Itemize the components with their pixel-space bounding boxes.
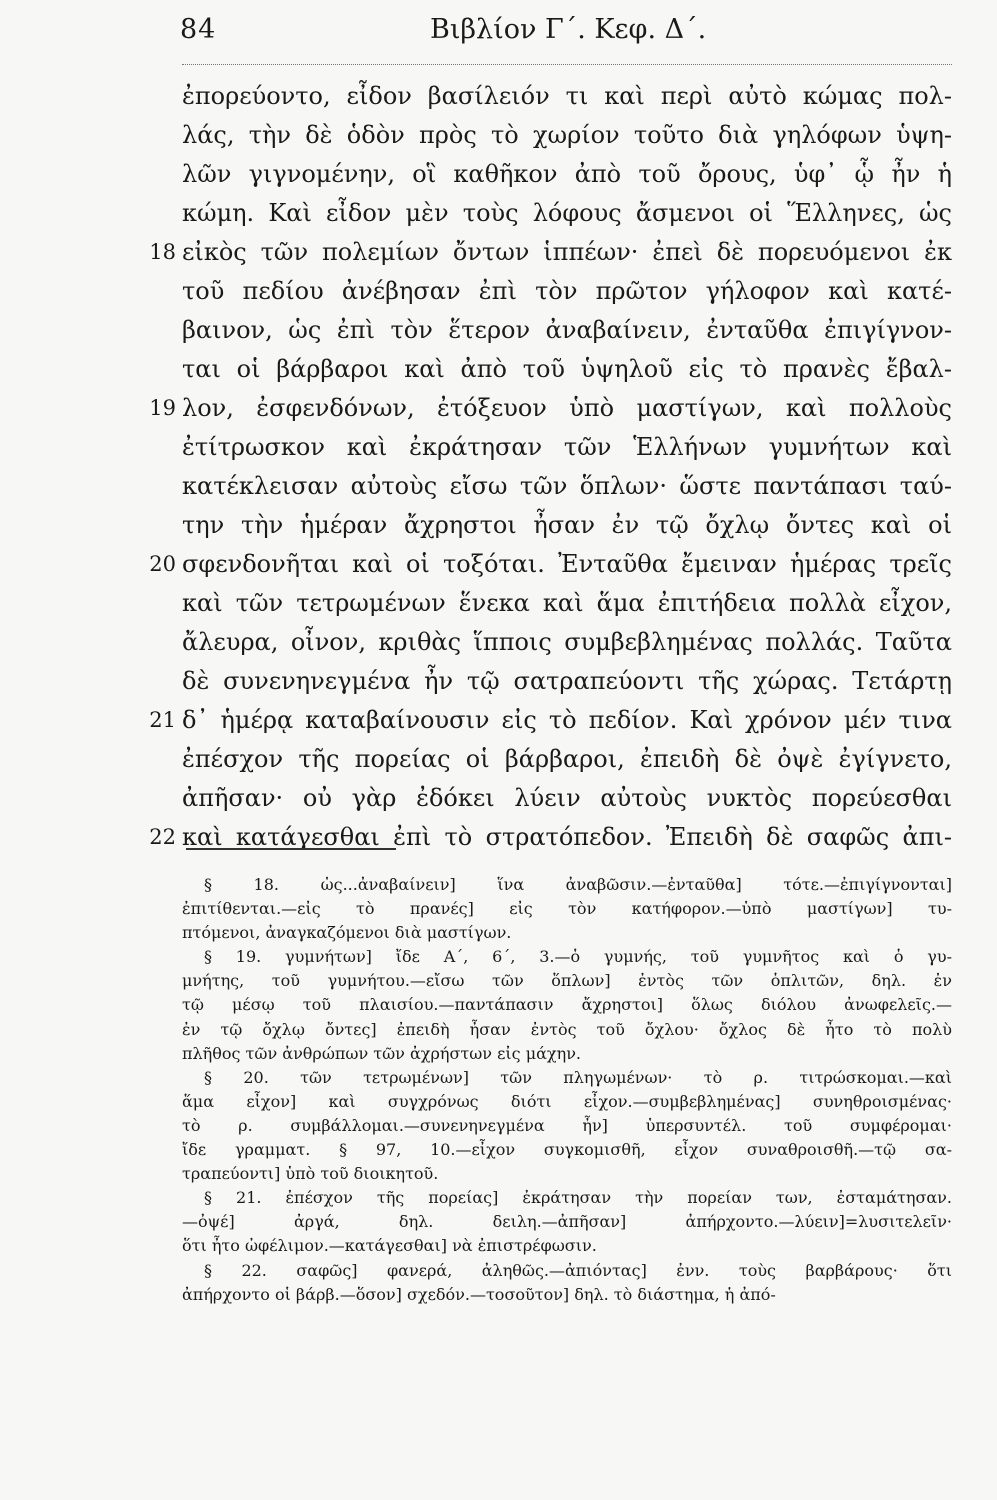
text-line: [182, 350, 952, 389]
text-line: [182, 77, 952, 116]
text-line: [182, 662, 952, 701]
running-title: Βιβλίον Γ΄. Κεφ. Δ΄.: [430, 14, 707, 45]
note-line: πτόμενοι, ἀναγκαζόμενοι διὰ μαστίγων.: [182, 923, 512, 943]
text-line: [149, 389, 952, 428]
note-line: ὅτι ἦτο ὠφέλιμον.—κατάγεσθαι] νὰ ἐπιστρέφωσιν.: [182, 1236, 597, 1256]
note-line: τὸ ρ. συμβάλλομαι.—συνενηνεγμένα ἦν] ὑπερσυντέλ. τοῦ συμφέρομαι·: [182, 1115, 952, 1135]
note-line: τῷ μέσῳ τοῦ πλαισίου.—παντάπασιν ἄχρηστοι] ὅλως διόλου ἀνωφελεῖς.—: [182, 995, 952, 1015]
line-text: ἐπορεύοντο, εἶδον βασίλειόν τι καὶ περὶ αὐτὸ κώμας πολ-: [182, 82, 952, 110]
note-line: ἅμα εἶχον] καὶ συγχρόνως διότι εἶχον.—συμβεβλημένας] συνηθροισμένας·: [182, 1091, 952, 1111]
line-text: ται οἱ βάρβαροι καὶ ἀπὸ τοῦ ὑψηλοῦ εἰς τὸ πρανὲς ἔβαλ-: [182, 355, 952, 383]
line-text: λῶν γιγνομένην, οἳ καθῆκον ἀπὸ τοῦ ὄρους, ὑφ᾽ ᾧ ἦν ἡ: [182, 160, 952, 188]
note-line: ἀπήρχοντο οἱ βάρβ.—ὅσον] σχεδόν.—τοσοῦτον] δηλ. τὸ διάστημα, ἡ ἀπό-: [182, 1284, 776, 1304]
note-line: μνήτης, τοῦ γυμνήτου.—εἴσω τῶν ὅπλων] ἐντὸς τῶν ὁπλιτῶν, δηλ. ἐν: [182, 971, 952, 991]
line-text: εἰκὸς τῶν πολεμίων ὄντων ἱππέων· ἐπεὶ δὲ πορευόμενοι ἐκ: [182, 238, 952, 266]
line-text: ἀπῆσαν· οὐ γὰρ ἐδόκει λύειν αὐτοὺς νυκτὸς πορεύεσθαι: [182, 784, 952, 812]
note-line: § 20. τῶν τετρωμένων] τῶν πληγωμένων· τὸ ρ. τιτρώσκομαι.—καὶ: [204, 1067, 952, 1087]
line-text: ἐπέσχον τῆς πορείας οἱ βάρβαροι, ἐπειδὴ δὲ ὀψὲ ἐγίγνετο,: [182, 745, 952, 773]
line-text: σφενδονῆται καὶ οἱ τοξόται. Ἐνταῦθα ἔμειναν ἡμέρας τρεῖς: [182, 550, 952, 578]
note-line: § 22. σαφῶς] φανερά, ἀληθῶς.—ἀπιόντας] ἐνν. τοὺς βαρβάρους· ὅτι: [204, 1260, 952, 1280]
line-text: καὶ τῶν τετρωμένων ἕνεκα καὶ ἅμα ἐπιτήδεια πολλὰ εἶχον,: [182, 589, 952, 617]
section-number: 22: [149, 825, 176, 849]
text-line: [182, 116, 952, 155]
line-text: τοῦ πεδίου ἀνέβησαν ἐπὶ τὸν πρῶτον γήλοφον καὶ κατέ-: [182, 277, 952, 305]
page-number: 84: [180, 14, 217, 45]
note-line: § 21. ἐπέσχον τῆς πορείας] ἐκράτησαν τὴν πορείαν των, ἐσταμάτησαν.: [204, 1188, 952, 1208]
header-rule: [182, 64, 952, 65]
line-text: ἐτίτρωσκον καὶ ἐκράτησαν τῶν Ἑλλήνων γυμνήτων καὶ: [182, 433, 952, 461]
section-number: 18: [149, 240, 176, 264]
text-line: [149, 545, 952, 584]
text-line: [182, 779, 952, 818]
section-number: 20: [149, 552, 176, 576]
text-line: [182, 155, 952, 194]
text-line: [182, 506, 952, 545]
section-number: 21: [149, 708, 176, 732]
text-line: [182, 311, 952, 350]
note-line: § 18. ὡς...ἀναβαίνειν] ἵνα ἀναβῶσιν.—ἐνταῦθα] τότε.—ἐπιγίγνονται]: [204, 875, 952, 894]
text-line: [182, 623, 952, 662]
line-text: την τὴν ἡμέραν ἄχρηστοι ἦσαν ἐν τῷ ὄχλῳ ὄντες καὶ οἱ: [182, 511, 952, 539]
line-text: ἄλευρα, οἶνον, κριθὰς ἵπποις συμβεβλημένας πολλάς. Ταῦτα: [182, 628, 952, 656]
text-line: [149, 818, 952, 857]
page-header: [180, 14, 952, 58]
text-line: [182, 584, 952, 623]
line-text: λον, ἐσφενδόνων, ἐτόξευον ὑπὸ μαστίγων, καὶ πολλοὺς: [182, 394, 952, 422]
commentary-notes: [182, 873, 952, 1307]
text-line: [182, 194, 952, 233]
text-line: [182, 272, 952, 311]
note-line: ἐν τῷ ὄχλῳ ὄντες] ἐπειδὴ ἦσαν ἐντὸς τοῦ ὄχλου· ὄχλος δὲ ἦτο τὸ πολὺ: [182, 1019, 952, 1039]
text-line: [182, 740, 952, 779]
line-text: βαινον, ὡς ἐπὶ τὸν ἕτερον ἀναβαίνειν, ἐνταῦθα ἐπιγίγνον-: [182, 316, 952, 344]
footnote-rule: [186, 848, 396, 850]
text-line: [182, 467, 952, 506]
note-line: ἴδε γραμματ. § 97, 10.—εἶχον συγκομισθῆ, εἶχον συναθροισθῆ.—τῷ σα-: [182, 1140, 952, 1160]
line-text: κώμη. Καὶ εἶδον μὲν τοὺς λόφους ἄσμενοι οἱ Ἕλληνες, ὡς: [182, 199, 952, 227]
section-number: 19: [149, 396, 176, 420]
note-line: πλῆθος τῶν ἀνθρώπων τῶν ἀχρήστων εἰς μάχην.: [182, 1043, 581, 1063]
note-line: ἐπιτίθενται.—εἰς τὸ πρανές] εἰς τὸν κατήφορον.—ὑπὸ μαστίγων] τυ-: [182, 899, 952, 919]
text-line: [149, 701, 952, 740]
line-text: καὶ κατάγεσθαι ἐπὶ τὸ στρατόπεδον. Ἐπειδὴ δὲ σαφῶς ἀπι-: [182, 823, 952, 851]
line-text: λάς, τὴν δὲ ὁδὸν πρὸς τὸ χωρίον τοῦτο διὰ γηλόφων ὑψη-: [182, 121, 952, 149]
line-text: κατέκλεισαν αὐτοὺς εἴσω τῶν ὅπλων· ὥστε παντάπασι ταύ-: [182, 472, 952, 500]
text-line: [149, 233, 952, 272]
main-text: [149, 77, 952, 857]
text-line: [182, 428, 952, 467]
note-line: τραπεύοντι] ὑπὸ τοῦ διοικητοῦ.: [182, 1164, 439, 1184]
line-text: δὲ συνενηνεγμένα ἦν τῷ σατραπεύοντι τῆς χώρας. Τετάρτῃ: [182, 667, 952, 695]
line-text: δ᾽ ἡμέρᾳ καταβαίνουσιν εἰς τὸ πεδίον. Καὶ χρόνον μέν τινα: [182, 706, 952, 734]
note-line: —ὀψέ] ἀργά, δηλ. δειλη.—ἀπῆσαν] ἀπήρχοντο.—λύειν]=λυσιτελεῖν·: [182, 1212, 952, 1232]
note-line: § 19. γυμνήτων] ἴδε Α΄, 6΄, 3.—ὁ γυμνής, τοῦ γυμνῆτος καὶ ὁ γυ-: [204, 947, 952, 967]
